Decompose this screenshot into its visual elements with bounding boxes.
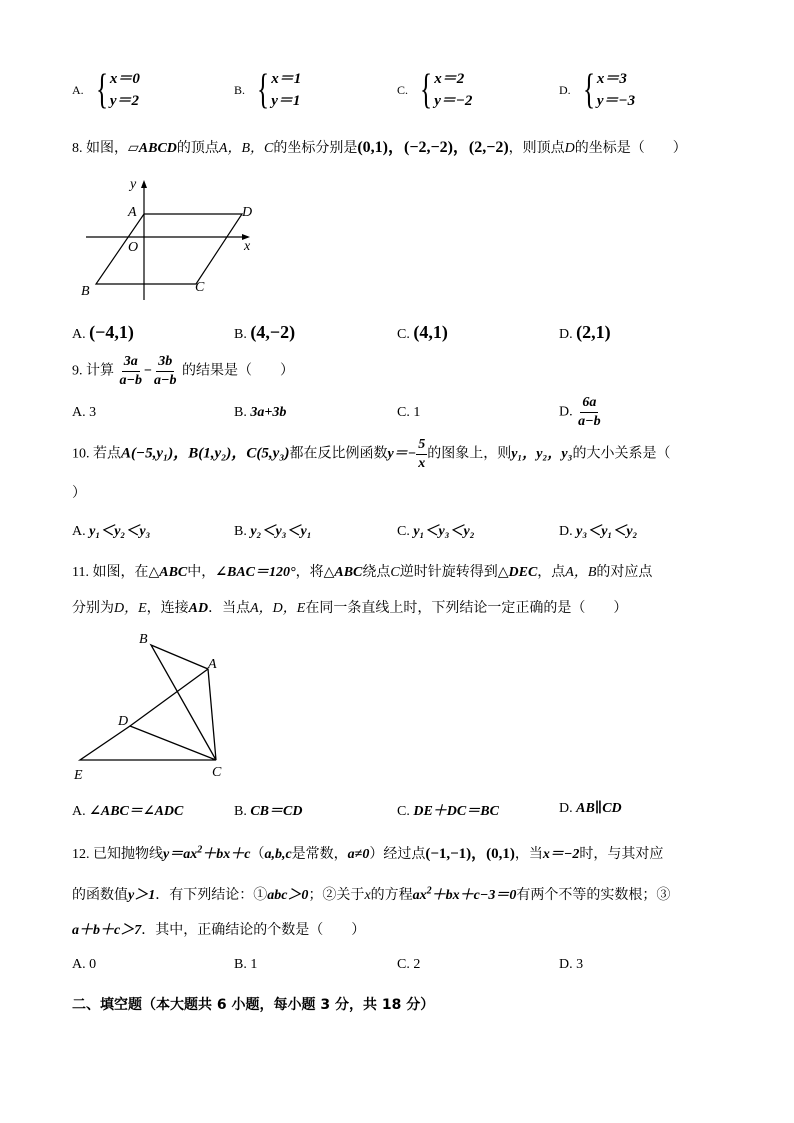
fraction: $\frac{3b}{a-b}$ xyxy=(153,354,177,388)
q10-option-d: D. y₃＜y₁＜y₂ xyxy=(559,524,638,539)
q8-stem: 8. 如图，▱ABCD的顶点A，B，C的坐标分别是(0,1)，(−2,−2)，(2,−2)，则顶点D的坐标是（ ） xyxy=(72,139,687,156)
q12-option-b: B. 1 xyxy=(234,957,258,972)
q11-stem: 11. 如图，在△ABC中，∠BAC＝120°，将△ABC绕点C逆时针旋转得到△DEC，点A，B的对应点 xyxy=(72,565,653,580)
q7-option-a: A. { x＝0 y＝2 xyxy=(72,67,140,113)
brace-icon: { xyxy=(582,67,595,113)
label-d: D xyxy=(242,205,253,220)
section-heading-fill-in: 二、填空题（本大题共 6 小题，每小题 3 分，共 18 分） xyxy=(72,997,435,1013)
parallelogram-abcd xyxy=(96,214,242,284)
label-c: C xyxy=(212,765,222,780)
q8-option-a: A. (−4,1) xyxy=(72,322,134,342)
label-b: B xyxy=(139,632,148,647)
fraction: $\frac{6a}{a-b}$ xyxy=(578,395,601,429)
q11-stem-line2: 分别为D，E，连接AD．当点A，D，E在同一条直线上时，下列结论一定正确的是（ ） xyxy=(72,601,628,616)
label-a: A xyxy=(128,205,137,220)
q12-option-a: A. 0 xyxy=(72,957,97,972)
label-d: D xyxy=(118,714,129,729)
brace-icon: { xyxy=(420,67,433,113)
q9-option-c: C. 1 xyxy=(397,405,421,420)
q10-option-a: A. y₁＜y₂＜y₃ xyxy=(72,524,151,539)
q9-option-d: D. $\frac{6a}{a-b}$ xyxy=(559,395,601,429)
label-c: C xyxy=(195,280,205,295)
q7-option-d: D. { x＝3 y＝−3 xyxy=(559,67,636,113)
brace-icon: { xyxy=(95,67,108,113)
q9-stem: 9. 计算 $\frac{3a}{a-b}$ − $\frac{3b}{a-b}$ 的结果是（ ） xyxy=(72,354,294,388)
q8-option-c: C. (4,1) xyxy=(397,322,448,342)
fraction: $\frac{3a}{a-b}$ xyxy=(119,354,142,388)
q10-option-b: B. y₂＜y₃＜y₁ xyxy=(234,524,312,539)
q12-stem-line2: 的函数值y＞1．有下列结论：①abc＞0；②关于x的方程$ax^2+bx+c-3=0$有两个不等的实数根；③ xyxy=(72,885,671,903)
label-a: A xyxy=(208,657,217,672)
brace-icon: { xyxy=(257,67,270,113)
q7-option-b: B. { x＝1 y＝1 xyxy=(234,67,302,113)
q10-option-c: C. y₁＜y₃＜y₂ xyxy=(397,524,475,539)
y-axis-arrow-icon xyxy=(141,180,147,188)
q11-figure-rotation xyxy=(72,626,232,784)
q9-option-a: A. 3 xyxy=(72,405,97,420)
triangle-dec xyxy=(80,726,216,760)
q12-option-d: D. 3 xyxy=(559,957,584,972)
q9-option-b: B. 3a+3b xyxy=(234,405,287,420)
q8-option-d: D. (2,1) xyxy=(559,322,611,342)
q11-option-a: A. ∠ABC＝∠ADC xyxy=(72,804,184,819)
label-o: O xyxy=(128,240,139,255)
q10-stem-line2: ） xyxy=(72,486,86,501)
q8-figure-parallelogram xyxy=(78,174,268,304)
q11-option-b: B. CB＝CD xyxy=(234,804,303,819)
q10-stem: 10. 若点A(−5,y₁)，B(1,y₂)，C(5,y₃)都在反比例函数y＝− $\frac{5}{x}$ 的图象上，则y₁，y₂，y₃的大小关系是（ xyxy=(72,437,671,471)
q11-option-c: C. DE＋DC＝BC xyxy=(397,804,499,819)
q11-option-d: D. AB∥CD xyxy=(559,801,622,816)
label-b: B xyxy=(81,284,90,299)
q12-stem: 12. 已知抛物线$y=ax^2+bx+c(a,b,c$是常数，a≠0）经过点(−1,−1)，(0,1)，当x＝−2时，与其对应 xyxy=(72,844,664,862)
q12-option-c: C. 2 xyxy=(397,957,421,972)
label-y: y xyxy=(130,177,137,192)
fraction: $\frac{5}{x}$ xyxy=(418,437,426,471)
triangle-abc xyxy=(151,645,216,760)
q7-option-c: C. { x＝2 y＝−2 xyxy=(397,67,473,113)
label-x: x xyxy=(244,239,251,254)
q12-stem-line3: a＋b＋c＞7．其中，正确结论的个数是（ ） xyxy=(72,923,366,938)
label-e: E xyxy=(74,768,83,783)
q8-option-b: B. (4,−2) xyxy=(234,322,296,342)
